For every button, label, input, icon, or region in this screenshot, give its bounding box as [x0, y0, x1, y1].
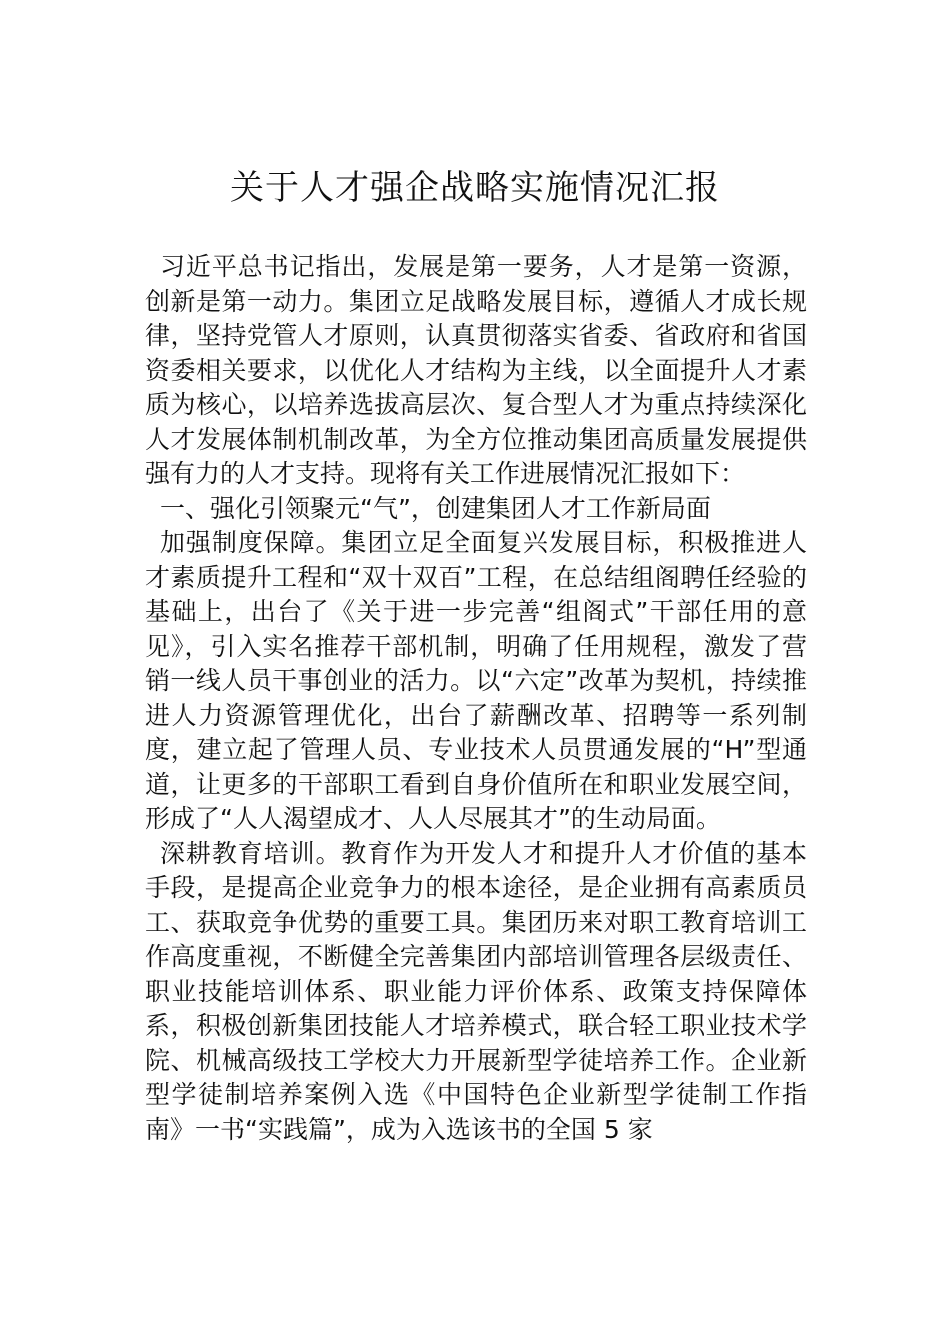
section-heading-1: 一、强化引领聚元“气”，创建集团人才工作新局面 [160, 493, 711, 523]
document-title: 关于人才强企战略实施情况汇报 [230, 168, 720, 208]
intro-paragraph: 习近平总书记指出，发展是第一要务，人才是第一资源，创新是第一动力。集团立足战略发展目标，遵循人才成长规律，坚持党管人才原则，认真贯彻落实省委、省政府和省国资委相关要求，以优化人才结构为主线，以全面提升人才素质为核心，以培养选拔高层次、复合型人才为重点持续深化人才发展体制机制改革，为全方位推动集团高质量发展提供强有力的人才支持。现将有关工作进展情况汇报如下： [145, 252, 807, 488]
document-body [145, 250, 807, 1147]
paragraph-education-training: 深耕教育培训。教育作为开发人才和提升人才价值的基本手段，是提高企业竞争力的根本途径，是企业拥有高素质员工、获取竞争优势的重要工具。集团历来对职工教育培训工作高度重视，不断健全完善集团内部培训管理各层级责任、职业技能培训体系、职业能力评价体系、政策支持保障体系，积极创新集团技能人才培养模式，联合轻工职业技术学院、机械高级技工学校大力开展新型学徒培养工作。企业新型学徒制培养案例入选《中国特色企业新型学徒制工作指南》一书“实践篇”，成为入选该书的全国 5 家 [145, 838, 807, 1144]
paragraph-institutional-guarantee: 加强制度保障。集团立足全面复兴发展目标，积极推进人才素质提升工程和“双十双百”工程，在总结组阁聘任经验的基础上，出台了《关于进一步完善“组阁式”干部任用的意见》，引入实名推荐干部机制，明确了任用规程，激发了营销一线人员干事创业的活力。以“六定”改革为契机，持续推进人力资源管理优化，出台了薪酬改革、招聘等一系列制度，建立起了管理人员、专业技术人员贯通发展的“H”型通道，让更多的干部职工看到自身价值所在和职业发展空间，形成了“人人渴望成才、人人尽展其才”的生动局面。 [145, 528, 807, 833]
